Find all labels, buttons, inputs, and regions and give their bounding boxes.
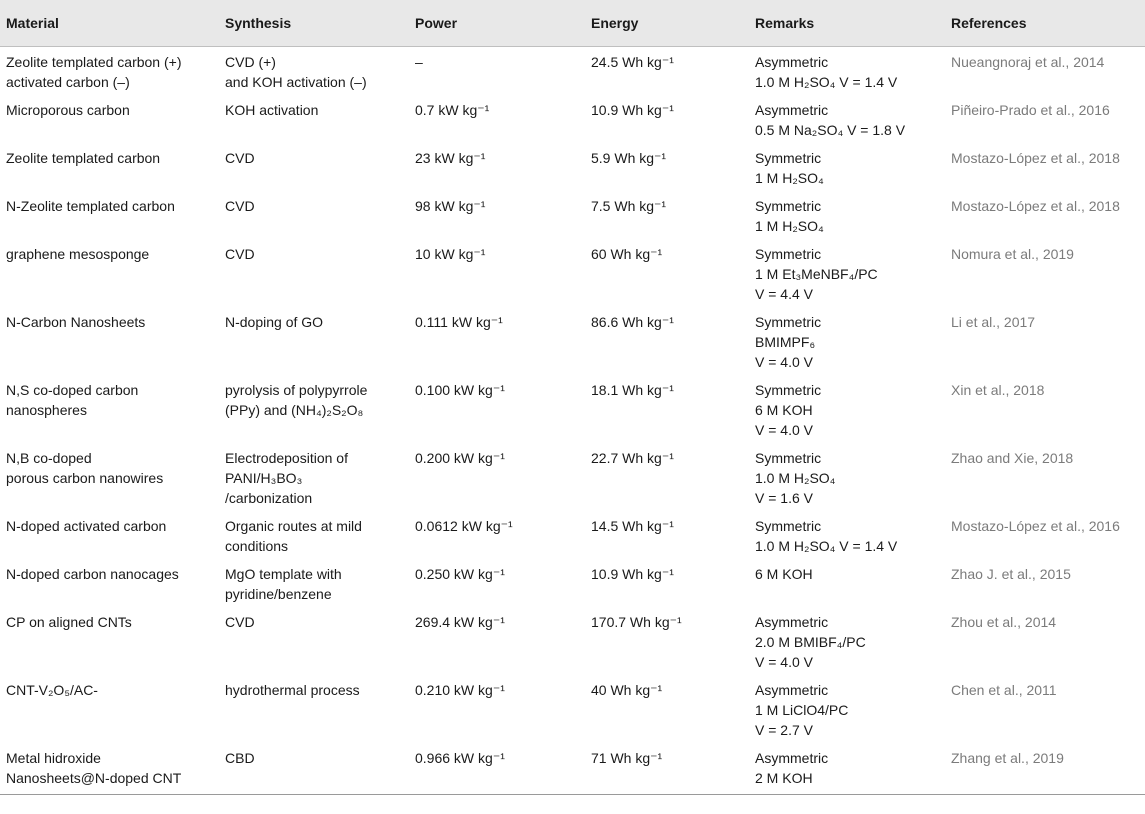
synthesis-cell-line: PANI/H₃BO₃ bbox=[225, 470, 303, 486]
energy-cell-text: 5.9 Wh kg⁻¹ bbox=[591, 150, 667, 166]
synthesis-cell-line: (PPy) and (NH₄)₂S₂O₈ bbox=[225, 402, 364, 418]
table-row bbox=[0, 743, 1145, 795]
table-body bbox=[0, 47, 1145, 795]
remarks-cell bbox=[749, 675, 945, 743]
energy-cell-text: 14.5 Wh kg⁻¹ bbox=[591, 518, 674, 534]
remarks-cell-line: 6 M KOH bbox=[755, 566, 813, 582]
energy-cell-text: 71 Wh kg⁻¹ bbox=[591, 750, 663, 766]
material-cell bbox=[0, 511, 219, 559]
material-cell bbox=[0, 375, 219, 443]
power-cell bbox=[409, 375, 585, 443]
remarks-cell bbox=[749, 443, 945, 511]
remarks-cell-line: Symmetric bbox=[755, 150, 822, 166]
material-cell bbox=[0, 95, 219, 143]
reference-cell-text: Piñeiro-Prado et al., 2016 bbox=[951, 102, 1110, 118]
reference-cell-text: Nomura et al., 2019 bbox=[951, 246, 1074, 262]
remarks-cell-line: Asymmetric bbox=[755, 614, 829, 630]
reference-cell bbox=[945, 443, 1145, 511]
material-cell-line: Microporous carbon bbox=[6, 102, 130, 118]
remarks-cell-line: BMIMPF₆ bbox=[755, 334, 816, 350]
energy-cell-text: 10.9 Wh kg⁻¹ bbox=[591, 566, 674, 582]
material-cell bbox=[0, 443, 219, 511]
remarks-cell bbox=[749, 47, 945, 96]
synthesis-cell-line: hydrothermal process bbox=[225, 682, 360, 698]
remarks-cell-line: 2 M KOH bbox=[755, 770, 813, 786]
header-row bbox=[0, 0, 1145, 47]
remarks-cell-line: V = 1.6 V bbox=[755, 490, 813, 506]
remarks-cell-line: Asymmetric bbox=[755, 750, 829, 766]
remarks-cell bbox=[749, 191, 945, 239]
table-row bbox=[0, 191, 1145, 239]
material-cell-line: N-doped activated carbon bbox=[6, 518, 167, 534]
synthesis-cell-line: pyrolysis of polypyrrole bbox=[225, 382, 368, 398]
power-cell bbox=[409, 743, 585, 795]
energy-cell-text: 24.5 Wh kg⁻¹ bbox=[591, 54, 674, 70]
remarks-cell bbox=[749, 375, 945, 443]
remarks-cell-line: Symmetric bbox=[755, 518, 822, 534]
material-cell-line: N,B co-doped bbox=[6, 450, 92, 466]
power-cell-text: 0.200 kW kg⁻¹ bbox=[415, 450, 505, 466]
synthesis-cell bbox=[219, 143, 409, 191]
energy-cell-text: 10.9 Wh kg⁻¹ bbox=[591, 102, 674, 118]
reference-cell-text: Zhang et al., 2019 bbox=[951, 750, 1064, 766]
energy-cell bbox=[585, 307, 749, 375]
reference-cell-text: Zhao and Xie, 2018 bbox=[951, 450, 1074, 466]
material-cell-line: N-Carbon Nanosheets bbox=[6, 314, 146, 330]
reference-cell-text: Nueangnoraj et al., 2014 bbox=[951, 54, 1105, 70]
power-cell bbox=[409, 191, 585, 239]
synthesis-cell-line: CVD bbox=[225, 246, 255, 262]
material-cell-line: N,S co-doped carbon bbox=[6, 382, 139, 398]
table-row bbox=[0, 675, 1145, 743]
material-cell-line: N-Zeolite templated carbon bbox=[6, 198, 175, 214]
energy-cell bbox=[585, 675, 749, 743]
power-cell-text: 23 kW kg⁻¹ bbox=[415, 150, 486, 166]
reference-cell bbox=[945, 511, 1145, 559]
power-cell-text: 0.0612 kW kg⁻¹ bbox=[415, 518, 513, 534]
material-cell bbox=[0, 743, 219, 795]
reference-cell bbox=[945, 743, 1145, 795]
synthesis-cell bbox=[219, 47, 409, 96]
table-row bbox=[0, 443, 1145, 511]
reference-cell bbox=[945, 95, 1145, 143]
synthesis-cell-line: CVD (+) bbox=[225, 54, 276, 70]
energy-cell-text: 60 Wh kg⁻¹ bbox=[591, 246, 663, 262]
header-power: Power bbox=[409, 0, 585, 47]
reference-cell-text: Zhou et al., 2014 bbox=[951, 614, 1057, 630]
remarks-cell bbox=[749, 559, 945, 607]
power-cell-text: 269.4 kW kg⁻¹ bbox=[415, 614, 505, 630]
reference-cell-text: Mostazo-López et al., 2018 bbox=[951, 150, 1120, 166]
header-references: References bbox=[945, 0, 1145, 47]
energy-cell bbox=[585, 239, 749, 307]
power-cell bbox=[409, 607, 585, 675]
synthesis-cell bbox=[219, 743, 409, 795]
power-cell-text: 0.100 kW kg⁻¹ bbox=[415, 382, 505, 398]
remarks-cell-line: 1 M H₂SO₄ bbox=[755, 218, 824, 234]
synthesis-cell-line: CBD bbox=[225, 750, 255, 766]
header-remarks: Remarks bbox=[749, 0, 945, 47]
material-cell bbox=[0, 47, 219, 96]
energy-cell-text: 86.6 Wh kg⁻¹ bbox=[591, 314, 674, 330]
synthesis-cell bbox=[219, 443, 409, 511]
energy-cell bbox=[585, 143, 749, 191]
power-cell bbox=[409, 559, 585, 607]
synthesis-cell-line: KOH activation bbox=[225, 102, 319, 118]
reference-cell-text: Mostazo-López et al., 2016 bbox=[951, 518, 1120, 534]
remarks-cell-line: Symmetric bbox=[755, 314, 822, 330]
table-row bbox=[0, 307, 1145, 375]
power-cell-text: – bbox=[415, 54, 423, 70]
energy-cell bbox=[585, 607, 749, 675]
synthesis-cell bbox=[219, 607, 409, 675]
reference-cell bbox=[945, 143, 1145, 191]
power-cell-text: 10 kW kg⁻¹ bbox=[415, 246, 486, 262]
remarks-cell-line: Asymmetric bbox=[755, 682, 829, 698]
remarks-cell bbox=[749, 143, 945, 191]
power-cell-text: 0.250 kW kg⁻¹ bbox=[415, 566, 505, 582]
power-cell bbox=[409, 443, 585, 511]
remarks-cell-line: 1.0 M H₂SO₄ V = 1.4 V bbox=[755, 538, 898, 554]
reference-cell bbox=[945, 191, 1145, 239]
remarks-cell-line: Asymmetric bbox=[755, 102, 829, 118]
power-cell-text: 0.7 kW kg⁻¹ bbox=[415, 102, 490, 118]
synthesis-cell bbox=[219, 239, 409, 307]
remarks-cell-line: Asymmetric bbox=[755, 54, 829, 70]
synthesis-cell-line: Organic routes at mild bbox=[225, 518, 362, 534]
energy-cell-text: 22.7 Wh kg⁻¹ bbox=[591, 450, 674, 466]
material-cell bbox=[0, 143, 219, 191]
header-energy: Energy bbox=[585, 0, 749, 47]
remarks-cell bbox=[749, 607, 945, 675]
synthesis-cell bbox=[219, 675, 409, 743]
reference-cell-text: Xin et al., 2018 bbox=[951, 382, 1045, 398]
energy-cell bbox=[585, 47, 749, 96]
remarks-cell-line: V = 2.7 V bbox=[755, 722, 813, 738]
reference-cell bbox=[945, 559, 1145, 607]
reference-cell bbox=[945, 47, 1145, 96]
material-cell bbox=[0, 675, 219, 743]
energy-cell-text: 170.7 Wh kg⁻¹ bbox=[591, 614, 682, 630]
reference-cell-text: Li et al., 2017 bbox=[951, 314, 1036, 330]
energy-cell bbox=[585, 443, 749, 511]
material-cell bbox=[0, 607, 219, 675]
power-cell bbox=[409, 675, 585, 743]
energy-cell bbox=[585, 95, 749, 143]
remarks-cell bbox=[749, 239, 945, 307]
synthesis-cell bbox=[219, 307, 409, 375]
energy-cell-text: 40 Wh kg⁻¹ bbox=[591, 682, 663, 698]
energy-cell bbox=[585, 375, 749, 443]
remarks-cell-line: 1 M H₂SO₄ bbox=[755, 170, 824, 186]
power-cell bbox=[409, 239, 585, 307]
power-cell-text: 0.111 kW kg⁻¹ bbox=[415, 314, 503, 330]
energy-cell bbox=[585, 191, 749, 239]
energy-cell bbox=[585, 511, 749, 559]
material-cell-line: Zeolite templated carbon bbox=[6, 150, 161, 166]
remarks-cell-line: 1.0 M H₂SO₄ bbox=[755, 470, 836, 486]
table-row bbox=[0, 47, 1145, 96]
power-cell-text: 0.210 kW kg⁻¹ bbox=[415, 682, 505, 698]
synthesis-cell-line: CVD bbox=[225, 150, 255, 166]
remarks-cell bbox=[749, 95, 945, 143]
material-cell-line: Nanosheets@N-doped CNT bbox=[6, 770, 182, 786]
reference-cell bbox=[945, 307, 1145, 375]
material-cell-line: graphene mesosponge bbox=[6, 246, 150, 262]
energy-cell bbox=[585, 743, 749, 795]
power-cell bbox=[409, 143, 585, 191]
table-row bbox=[0, 239, 1145, 307]
material-cell-line: porous carbon nanowires bbox=[6, 470, 164, 486]
reference-cell-text: Chen et al., 2011 bbox=[951, 682, 1057, 698]
remarks-cell-line: 6 M KOH bbox=[755, 402, 813, 418]
power-cell bbox=[409, 307, 585, 375]
synthesis-cell bbox=[219, 191, 409, 239]
material-cell bbox=[0, 191, 219, 239]
synthesis-cell bbox=[219, 375, 409, 443]
remarks-cell-line: 1 M Et₃MeNBF₄/PC bbox=[755, 266, 878, 282]
energy-cell-text: 18.1 Wh kg⁻¹ bbox=[591, 382, 674, 398]
material-cell bbox=[0, 307, 219, 375]
reference-cell-text: Mostazo-López et al., 2018 bbox=[951, 198, 1120, 214]
synthesis-cell bbox=[219, 95, 409, 143]
remarks-cell-line: 2.0 M BMIBF₄/PC bbox=[755, 634, 866, 650]
remarks-cell-line: Symmetric bbox=[755, 246, 822, 262]
synthesis-cell-line: Electrodeposition of bbox=[225, 450, 348, 466]
material-cell-line: activated carbon (–) bbox=[6, 74, 130, 90]
remarks-cell-line: V = 4.0 V bbox=[755, 354, 813, 370]
remarks-cell-line: 0.5 M Na₂SO₄ V = 1.8 V bbox=[755, 122, 906, 138]
synthesis-cell bbox=[219, 511, 409, 559]
synthesis-cell-line: CVD bbox=[225, 198, 255, 214]
remarks-cell-line: 1 M LiClO4/PC bbox=[755, 702, 849, 718]
power-cell bbox=[409, 95, 585, 143]
remarks-cell-line: Symmetric bbox=[755, 382, 822, 398]
power-cell-text: 0.966 kW kg⁻¹ bbox=[415, 750, 505, 766]
energy-cell bbox=[585, 559, 749, 607]
remarks-cell-line: 1.0 M H₂SO₄ V = 1.4 V bbox=[755, 74, 898, 90]
remarks-cell-line: V = 4.0 V bbox=[755, 654, 813, 670]
power-cell bbox=[409, 47, 585, 96]
material-cell-line: CNT-V₂O₅/AC- bbox=[6, 682, 98, 698]
synthesis-cell bbox=[219, 559, 409, 607]
synthesis-cell-line: and KOH activation (–) bbox=[225, 74, 367, 90]
power-cell bbox=[409, 511, 585, 559]
remarks-cell-line: Symmetric bbox=[755, 198, 822, 214]
material-cell bbox=[0, 239, 219, 307]
energy-cell-text: 7.5 Wh kg⁻¹ bbox=[591, 198, 667, 214]
material-cell bbox=[0, 559, 219, 607]
reference-cell bbox=[945, 675, 1145, 743]
remarks-cell-line: Symmetric bbox=[755, 450, 822, 466]
table-row bbox=[0, 95, 1145, 143]
synthesis-cell-line: /carbonization bbox=[225, 490, 313, 506]
material-cell-line: nanospheres bbox=[6, 402, 87, 418]
remarks-cell-line: V = 4.4 V bbox=[755, 286, 813, 302]
header-synthesis: Synthesis bbox=[219, 0, 409, 47]
material-cell-line: CP on aligned CNTs bbox=[6, 614, 132, 630]
remarks-cell bbox=[749, 511, 945, 559]
header-material: Material bbox=[0, 0, 219, 47]
synthesis-cell-line: conditions bbox=[225, 538, 289, 554]
remarks-cell-line: V = 4.0 V bbox=[755, 422, 813, 438]
table-row bbox=[0, 559, 1145, 607]
synthesis-cell-line: N-doping of GO bbox=[225, 314, 324, 330]
material-cell-line: N-doped carbon nanocages bbox=[6, 566, 179, 582]
table-row bbox=[0, 511, 1145, 559]
reference-cell bbox=[945, 607, 1145, 675]
synthesis-cell-line: CVD bbox=[225, 614, 255, 630]
table-row bbox=[0, 607, 1145, 675]
table-row bbox=[0, 375, 1145, 443]
material-cell-line: Metal hidroxide bbox=[6, 750, 101, 766]
remarks-cell bbox=[749, 307, 945, 375]
reference-cell bbox=[945, 375, 1145, 443]
reference-cell bbox=[945, 239, 1145, 307]
synthesis-cell-line: MgO template with bbox=[225, 566, 342, 582]
reference-cell-text: Zhao J. et al., 2015 bbox=[951, 566, 1071, 582]
power-cell-text: 98 kW kg⁻¹ bbox=[415, 198, 486, 214]
material-cell-line: Zeolite templated carbon (+) bbox=[6, 54, 182, 70]
table-row bbox=[0, 143, 1145, 191]
synthesis-cell-line: pyridine/benzene bbox=[225, 586, 332, 602]
remarks-cell bbox=[749, 743, 945, 795]
